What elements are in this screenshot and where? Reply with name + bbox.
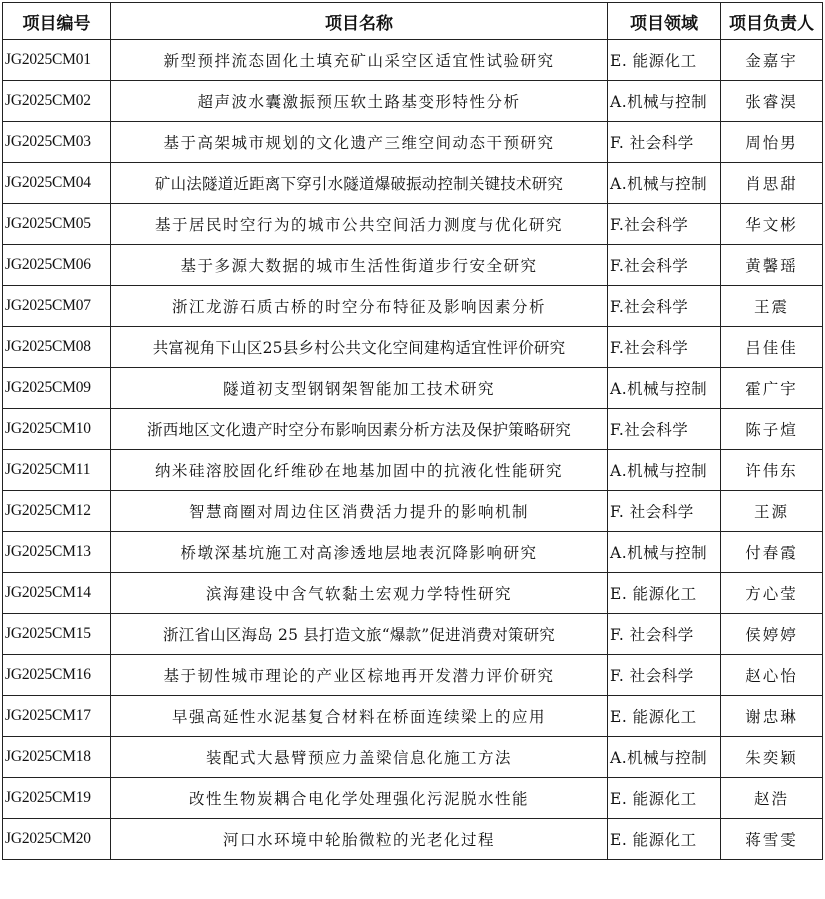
cell-project-name: 纳米硅溶胶固化纤维砂在地基加固中的抗液化性能研究 xyxy=(111,450,608,491)
cell-project-id: JG2025CM14 xyxy=(3,573,111,614)
cell-project-lead: 付春霞 xyxy=(721,532,823,573)
cell-project-lead: 赵心怡 xyxy=(721,655,823,696)
cell-project-lead: 方心莹 xyxy=(721,573,823,614)
cell-project-name: 浙江龙游石质古桥的时空分布特征及影响因素分析 xyxy=(111,286,608,327)
cell-project-lead: 朱奕颖 xyxy=(721,737,823,778)
cell-project-name: 浙西地区文化遗产时空分布影响因素分析方法及保护策略研究 xyxy=(111,409,608,450)
cell-project-id: JG2025CM16 xyxy=(3,655,111,696)
table-row xyxy=(3,696,823,737)
cell-project-field: E. 能源化工 xyxy=(608,573,721,614)
cell-project-name: 河口水环境中轮胎微粒的光老化过程 xyxy=(111,819,608,860)
cell-project-name: 智慧商圈对周边住区消费活力提升的影响机制 xyxy=(111,491,608,532)
cell-project-name: 滨海建设中含气软黏土宏观力学特性研究 xyxy=(111,573,608,614)
cell-project-id: JG2025CM06 xyxy=(3,245,111,286)
table-row xyxy=(3,737,823,778)
table-row xyxy=(3,409,823,450)
cell-project-lead: 许伟东 xyxy=(721,450,823,491)
cell-project-lead: 霍广宇 xyxy=(721,368,823,409)
cell-project-id: JG2025CM08 xyxy=(3,327,111,368)
table-row xyxy=(3,819,823,860)
table-row xyxy=(3,327,823,368)
cell-project-lead: 王源 xyxy=(721,491,823,532)
table-row xyxy=(3,450,823,491)
cell-project-name: 浙江省山区海岛 25 县打造文旅“爆款”促进消费对策研究 xyxy=(111,614,608,655)
cell-project-id: JG2025CM12 xyxy=(3,491,111,532)
cell-project-field: E. 能源化工 xyxy=(608,40,721,81)
table-row xyxy=(3,286,823,327)
cell-project-id: JG2025CM01 xyxy=(3,40,111,81)
table-header xyxy=(3,3,823,40)
table-row xyxy=(3,491,823,532)
cell-project-field: F. 社会科学 xyxy=(608,122,721,163)
table-row xyxy=(3,778,823,819)
cell-project-lead: 周怡男 xyxy=(721,122,823,163)
table-row xyxy=(3,573,823,614)
table-row xyxy=(3,655,823,696)
cell-project-lead: 张睿淏 xyxy=(721,81,823,122)
cell-project-name: 基于多源大数据的城市生活性街道步行安全研究 xyxy=(111,245,608,286)
table-row xyxy=(3,40,823,81)
cell-project-field: F.社会科学 xyxy=(608,245,721,286)
cell-project-id: JG2025CM13 xyxy=(3,532,111,573)
cell-project-field: A.机械与控制 xyxy=(608,81,721,122)
cell-project-field: F. 社会科学 xyxy=(608,491,721,532)
cell-project-id: JG2025CM15 xyxy=(3,614,111,655)
cell-project-name: 超声波水囊激振预压软土路基变形特性分析 xyxy=(111,81,608,122)
cell-project-id: JG2025CM10 xyxy=(3,409,111,450)
cell-project-id: JG2025CM19 xyxy=(3,778,111,819)
cell-project-id: JG2025CM04 xyxy=(3,163,111,204)
cell-project-id: JG2025CM03 xyxy=(3,122,111,163)
cell-project-name: 改性生物炭耦合电化学处理强化污泥脱水性能 xyxy=(111,778,608,819)
cell-project-field: A.机械与控制 xyxy=(608,532,721,573)
table-row xyxy=(3,614,823,655)
cell-project-name: 共富视角下山区25县乡村公共文化空间建构适宜性评价研究 xyxy=(111,327,608,368)
header-project-lead: 项目负责人 xyxy=(721,3,823,40)
table-body xyxy=(3,40,823,860)
cell-project-name: 基于韧性城市理论的产业区棕地再开发潜力评价研究 xyxy=(111,655,608,696)
cell-project-field: E. 能源化工 xyxy=(608,778,721,819)
cell-project-field: F.社会科学 xyxy=(608,286,721,327)
cell-project-lead: 金嘉宇 xyxy=(721,40,823,81)
header-row xyxy=(3,3,823,40)
cell-project-lead: 肖思甜 xyxy=(721,163,823,204)
cell-project-field: E. 能源化工 xyxy=(608,819,721,860)
header-project-field: 项目领域 xyxy=(608,3,721,40)
cell-project-name: 基于居民时空行为的城市公共空间活力测度与优化研究 xyxy=(111,204,608,245)
cell-project-field: F.社会科学 xyxy=(608,327,721,368)
cell-project-lead: 赵浩 xyxy=(721,778,823,819)
cell-project-name: 早强高延性水泥基复合材料在桥面连续梁上的应用 xyxy=(111,696,608,737)
table-row xyxy=(3,204,823,245)
cell-project-id: JG2025CM18 xyxy=(3,737,111,778)
table-row xyxy=(3,532,823,573)
cell-project-id: JG2025CM17 xyxy=(3,696,111,737)
cell-project-field: F. 社会科学 xyxy=(608,655,721,696)
cell-project-id: JG2025CM09 xyxy=(3,368,111,409)
table-row xyxy=(3,368,823,409)
cell-project-id: JG2025CM02 xyxy=(3,81,111,122)
cell-project-id: JG2025CM07 xyxy=(3,286,111,327)
project-table xyxy=(2,2,823,860)
cell-project-field: A.机械与控制 xyxy=(608,450,721,491)
cell-project-field: F. 社会科学 xyxy=(608,614,721,655)
table-row xyxy=(3,163,823,204)
cell-project-lead: 谢忠琳 xyxy=(721,696,823,737)
cell-project-name: 隧道初支型钢钢架智能加工技术研究 xyxy=(111,368,608,409)
cell-project-lead: 华文彬 xyxy=(721,204,823,245)
cell-project-lead: 黄馨瑶 xyxy=(721,245,823,286)
cell-project-id: JG2025CM05 xyxy=(3,204,111,245)
cell-project-field: A.机械与控制 xyxy=(608,163,721,204)
cell-project-id: JG2025CM11 xyxy=(3,450,111,491)
cell-project-field: E. 能源化工 xyxy=(608,696,721,737)
cell-project-field: A.机械与控制 xyxy=(608,737,721,778)
cell-project-name: 桥墩深基坑施工对高渗透地层地表沉降影响研究 xyxy=(111,532,608,573)
header-project-id: 项目编号 xyxy=(3,3,111,40)
header-project-name: 项目名称 xyxy=(111,3,608,40)
cell-project-field: F.社会科学 xyxy=(608,204,721,245)
cell-project-lead: 陈子煊 xyxy=(721,409,823,450)
cell-project-lead: 吕佳佳 xyxy=(721,327,823,368)
cell-project-id: JG2025CM20 xyxy=(3,819,111,860)
cell-project-name: 基于高架城市规划的文化遗产三维空间动态干预研究 xyxy=(111,122,608,163)
cell-project-lead: 侯婷婷 xyxy=(721,614,823,655)
cell-project-name: 矿山法隧道近距离下穿引水隧道爆破振动控制关键技术研究 xyxy=(111,163,608,204)
cell-project-name: 装配式大悬臂预应力盖梁信息化施工方法 xyxy=(111,737,608,778)
cell-project-lead: 蒋雪雯 xyxy=(721,819,823,860)
table-row xyxy=(3,81,823,122)
table-row xyxy=(3,122,823,163)
cell-project-lead: 王震 xyxy=(721,286,823,327)
cell-project-field: A.机械与控制 xyxy=(608,368,721,409)
table-row xyxy=(3,245,823,286)
cell-project-name: 新型预拌流态固化土填充矿山采空区适宜性试验研究 xyxy=(111,40,608,81)
cell-project-field: F.社会科学 xyxy=(608,409,721,450)
